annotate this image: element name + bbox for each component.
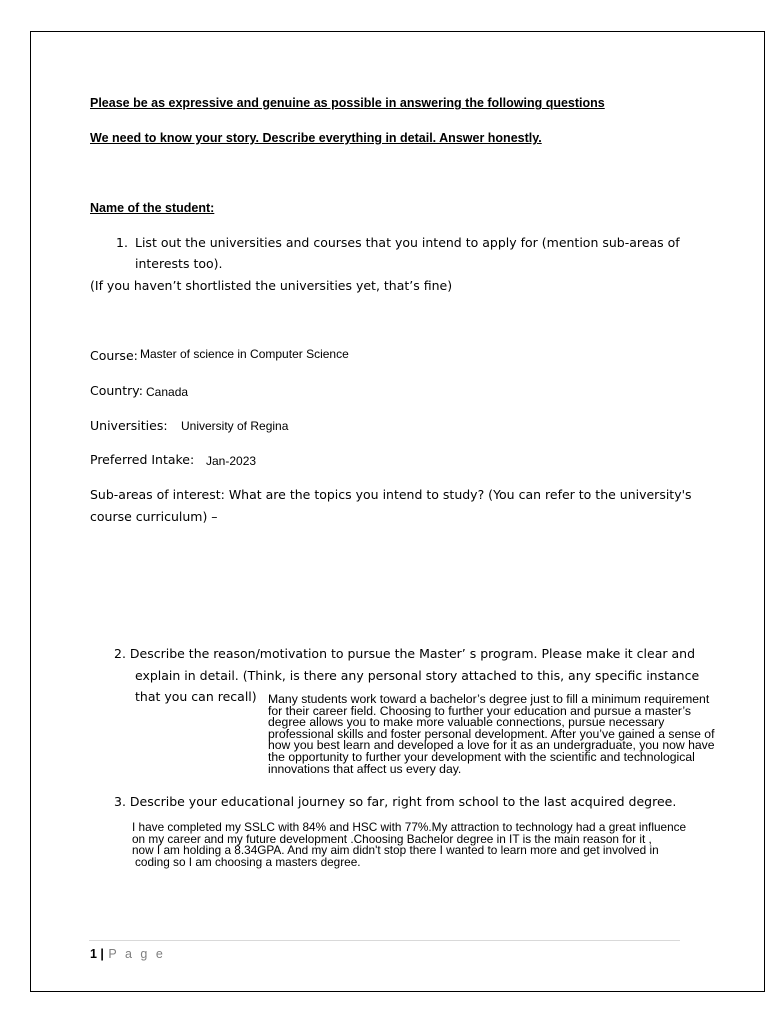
footer-divider bbox=[89, 940, 680, 941]
q1-note: (If you haven’t shortlisted the universities yet, that’s fine) bbox=[90, 278, 453, 293]
q1-number: 1. bbox=[116, 235, 128, 250]
instruction-line-2: We need to know your story. Describe everything in detail. Answer honestly. bbox=[90, 131, 542, 145]
universities-label: Universities: bbox=[90, 418, 168, 433]
course-value: Master of science in Computer Science bbox=[140, 347, 349, 361]
page-word: P a g e bbox=[108, 947, 166, 961]
q2-line-1: 2. Describe the reason/motivation to pursue the Master’ s program. Please make it clear and bbox=[114, 646, 696, 661]
q3-answer-line: on my career and my future development .Choosing Bachelor degree in IT is the main reason for it , bbox=[132, 831, 652, 846]
q2-line-2: explain in detail. (Think, is there any personal story attached to this, any specific instance bbox=[135, 668, 700, 683]
intake-label: Preferred Intake: bbox=[90, 452, 195, 467]
q3-answer-line: now I am holding a 8.34GPA. And my aim didn't stop there I wanted to learn more and get involved in bbox=[132, 843, 659, 858]
intake-value: Jan-2023 bbox=[206, 454, 257, 468]
country-label: Country: bbox=[90, 383, 143, 398]
subareas-line-2: course curriculum) – bbox=[90, 509, 218, 524]
q3-answer-line: coding so I am choosing a masters degree. bbox=[135, 854, 361, 869]
q3-answer bbox=[132, 822, 686, 868]
q2-answer-line: how you best learn and developed a love for it as an undergraduate, you now have bbox=[268, 738, 715, 753]
q2-line-3: that you can recall) bbox=[135, 689, 257, 704]
q2-answer-line: professional skills and foster personal development. After you’ve gained a sense of bbox=[268, 726, 715, 741]
q1-line-1: List out the universities and courses that you intend to apply for (mention sub-areas of bbox=[135, 235, 680, 250]
page-footer bbox=[90, 945, 165, 963]
q2-answer-line: innovations that affect us every day. bbox=[268, 761, 462, 776]
q2-answer-line: degree allows you to make more valuable connections, pursue necessary bbox=[268, 715, 665, 730]
page-number: 1 | bbox=[90, 947, 104, 961]
q1-line-2: interests too). bbox=[135, 256, 223, 271]
q3-line-1: 3. Describe your educational journey so far, right from school to the last acquired degree. bbox=[114, 794, 677, 809]
subareas-line-1: Sub-areas of interest: What are the topics you intend to study? (You can refer to the university's bbox=[90, 487, 692, 502]
country-value: Canada bbox=[146, 385, 189, 399]
q2-answer-line: the opportunity to further your development with the scientific and technological bbox=[268, 749, 695, 764]
course-label: Course: bbox=[90, 348, 138, 363]
universities-value: University of Regina bbox=[181, 419, 289, 433]
instruction-line-1: Please be as expressive and genuine as possible in answering the following questions bbox=[90, 96, 605, 110]
q2-answer-line: for their career field. Choosing to further your education and pursue a master’s bbox=[268, 703, 691, 718]
q2-answer bbox=[268, 694, 715, 775]
q3-answer-line: I have completed my SSLC with 84% and HSC with 77%.My attraction to technology had a great influence bbox=[132, 820, 687, 834]
student-name-label: Name of the student: bbox=[90, 201, 215, 215]
q2-answer-line: Many students work toward a bachelor’s degree just to fill a minimum requirement bbox=[268, 692, 710, 706]
